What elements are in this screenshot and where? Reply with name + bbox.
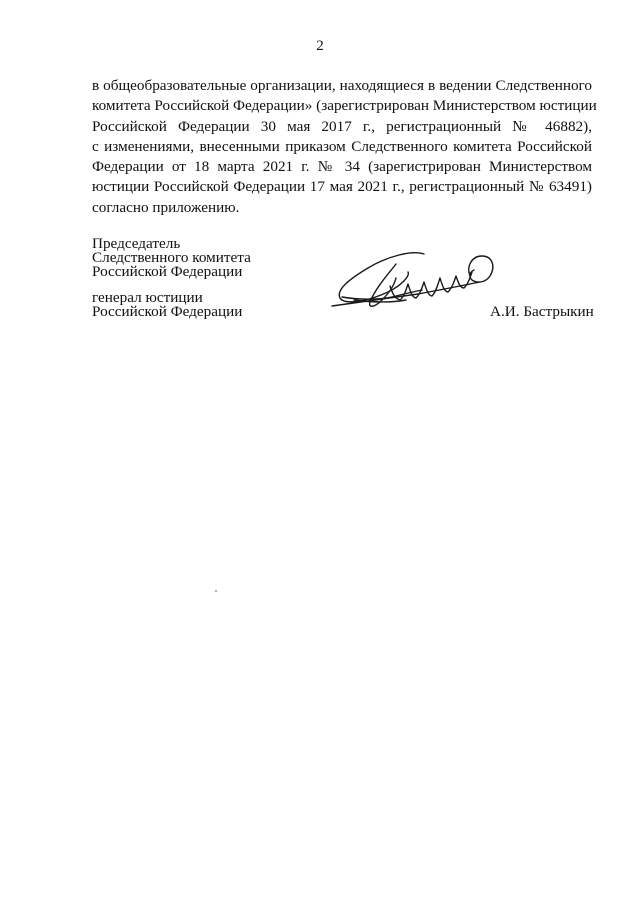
- signer-name: А.И. Бастрыкин: [490, 303, 594, 320]
- signatory-title-line: Следственного комитета: [92, 249, 251, 266]
- handwritten-signature: [330, 242, 505, 322]
- signatory-rank-line: Российской Федерации: [92, 303, 243, 320]
- signatory-rank-line: генерал юстиции: [92, 289, 203, 306]
- scan-speck: [215, 590, 217, 592]
- body-line: с изменениями, внесенными приказом Следственного комитета Российской: [92, 137, 592, 155]
- signatory-rank: [92, 291, 242, 319]
- body-line: комитета Российской Федерации» (зарегистрирован Министерством юстиции: [92, 97, 597, 115]
- body-line: юстиции Российской Федерации 17 мая 2021 г., регистрационный № 63491): [92, 178, 592, 196]
- body-line: Российской Федерации 30 мая 2017 г., регистрационный № 46882),: [92, 117, 592, 135]
- body-line: согласно приложению.: [92, 198, 240, 216]
- signatory-title: [92, 237, 251, 279]
- signatory-title-line: Председатель: [92, 235, 181, 252]
- page-number: 2: [316, 38, 324, 54]
- document-body: [92, 76, 597, 218]
- body-line: в общеобразовательные организации, находящиеся в ведении Следственного: [92, 77, 592, 94]
- body-line: Федерации от 18 марта 2021 г. № 34 (зарегистрирован Министерством: [92, 158, 592, 176]
- signatory-title-line: Российской Федерации: [92, 263, 243, 280]
